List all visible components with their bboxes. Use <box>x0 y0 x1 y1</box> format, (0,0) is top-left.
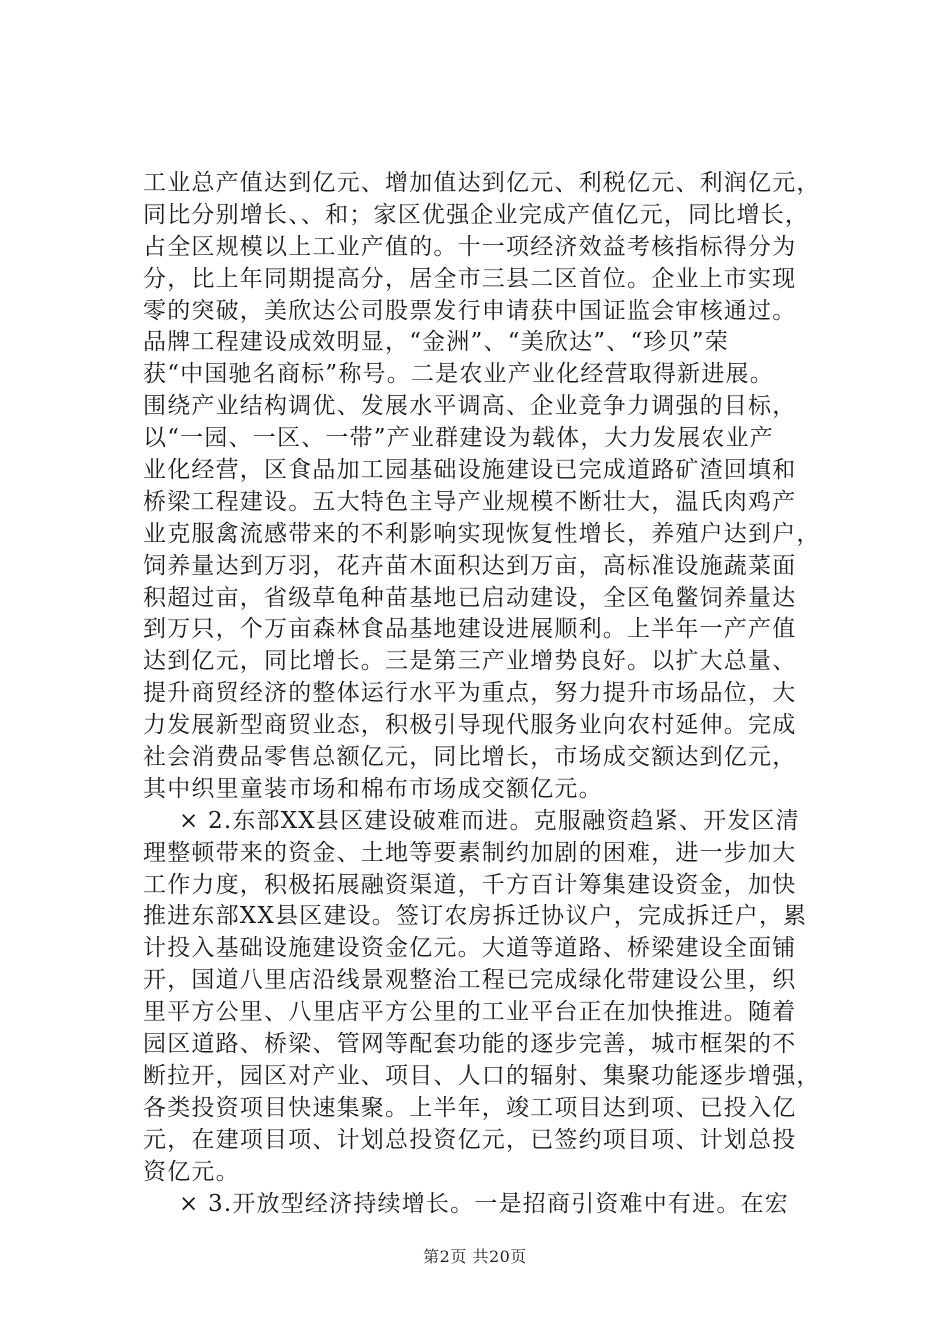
text-line: 断拉开，园区对产业、项目、人口的辐射、集聚功能逐步增强， <box>143 1062 821 1089</box>
text-line: 业克服禽流感带来的不利影响实现恢复性增长，养殖户达到户， <box>143 520 821 547</box>
page-footer <box>0 1244 950 1267</box>
text-line: 计投入基础设施建设资金亿元。大道等道路、桥梁建设全面铺 <box>143 935 797 962</box>
section-heading-line: × 3.开放型经济持续增长。一是招商引资难中有进。在宏 <box>179 1190 789 1217</box>
text-line: 园区道路、桥梁、管网等配套功能的逐步完善，城市框架的不 <box>143 1031 797 1058</box>
text-line: 品牌工程建设成效明显，“金洲”、“美欣达”、“珍贝”荣 <box>143 329 729 356</box>
page-number-label: 第2页 共20页 <box>423 1247 527 1266</box>
text-line: 业化经营，区食品加工园基础设施建设已完成道路矿渣回填和 <box>143 457 797 484</box>
text-line: 围绕产业结构调优、发展水平调高、企业竞争力调强的目标， <box>143 393 797 420</box>
text-line: 工业总产值达到亿元、增加值达到亿元、利税亿元、利润亿元， <box>143 170 821 196</box>
text-line: 桥梁工程建设。五大特色主导产业规模不断壮大，温氏肉鸡产 <box>143 488 797 515</box>
text-line: 零的突破，美欣达公司股票发行申请获中国证监会审核通过。 <box>143 297 797 324</box>
text-line: 达到亿元，同比增长。三是第三产业增势良好。以扩大总量、 <box>143 648 797 675</box>
text-line: 力发展新型商贸业态，积极引导现代服务业向农村延伸。完成 <box>143 712 797 739</box>
text-line: 获“中国驰名商标”称号。二是农业产业化经营取得新进展。 <box>143 361 774 388</box>
text-line: 里平方公里、八里店平方公里的工业平台正在加快推进。随着 <box>143 999 797 1026</box>
text-line: 资亿元。 <box>143 1158 240 1185</box>
section-heading-line: × 2.东部XX县区建设破难而进。克服融资趋紧、开发区清 <box>179 807 800 834</box>
text-line: 分，比上年同期提高分，居全市三县二区首位。企业上市实现 <box>143 265 797 292</box>
text-line: 各类投资项目快速集聚。上半年，竣工项目达到项、已投入亿 <box>143 1094 797 1121</box>
text-line: 开，国道八里店沿线景观整治工程已完成绿化带建设公里，织 <box>143 967 797 994</box>
body-text <box>143 168 833 1220</box>
text-line: 饲养量达到万羽，花卉苗木面积达到万亩，高标准设施蔬菜面 <box>143 552 797 579</box>
text-line: 社会消费品零售总额亿元，同比增长，市场成交额达到亿元， <box>143 744 797 771</box>
text-line: 推进东部XX县区建设。签订农房拆迁协议户，完成拆迁户，累 <box>143 903 808 930</box>
text-line: 理整顿带来的资金、土地等要素制约加剧的困难，进一步加大 <box>143 839 797 866</box>
text-line: 其中织里童装市场和棉布市场成交额亿元。 <box>143 775 603 802</box>
text-line: 占全区规模以上工业产值的。十一项经济效益考核指标得分为 <box>143 233 797 260</box>
text-line: 同比分别增长、、和；家区优强企业完成产值亿元，同比增长， <box>143 201 810 228</box>
text-line: 元，在建项目项、计划总投资亿元，已签约项目项、计划总投 <box>143 1126 797 1153</box>
text-line: 工作力度，积极拓展融资渠道，千方百计筹集建设资金，加快 <box>143 871 797 898</box>
text-line: 积超过亩，省级草龟种苗基地已启动建设，全区龟鳖饲养量达 <box>143 584 797 611</box>
text-line: 提升商贸经济的整体运行水平为重点，努力提升市场品位，大 <box>143 680 797 707</box>
text-line: 以“一园、一区、一带”产业群建设为载体，大力发展农业产 <box>143 425 774 452</box>
text-line: 到万只，个万亩森林食品基地建设进展顺利。上半年一产产值 <box>143 616 797 643</box>
